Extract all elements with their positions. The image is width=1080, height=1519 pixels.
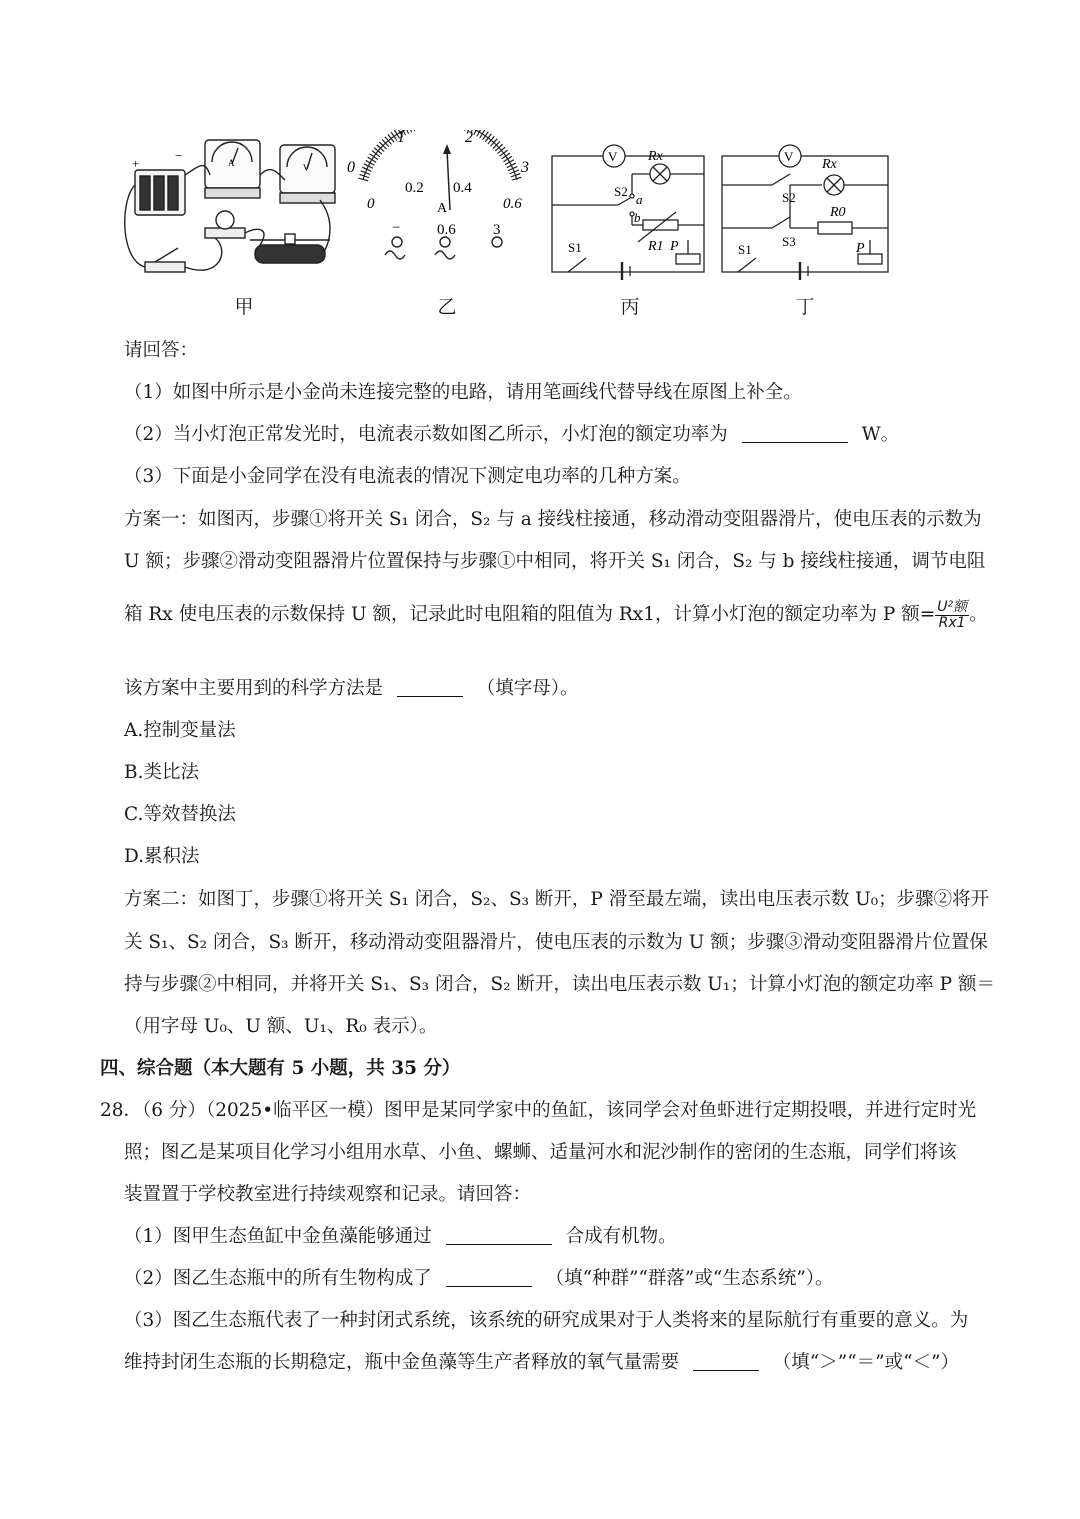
ding-label-v: V: [784, 149, 794, 164]
option-b: B.类比法: [124, 762, 199, 783]
bing-label-s2: S2: [614, 184, 628, 199]
option-d: D.累积法: [124, 846, 200, 867]
q27-plan2-line2: 关 S₁、S₂ 闭合，S₃ 断开，移动滑动变阻器滑片，使电压表的示数为 U 额；步骤③滑动变阻器滑片位置保: [124, 932, 988, 953]
ding-label-rx: Rx: [822, 157, 837, 172]
svg-text:−: −: [175, 148, 183, 163]
yi-terminal-3: 3: [493, 222, 501, 238]
ding-label-r0: R0: [830, 205, 846, 220]
yi-top-tick-2: 2: [465, 130, 473, 146]
bing-label-s1: S1: [568, 240, 582, 255]
q27-method-question: [124, 674, 1080, 700]
figure-ding-circuit: [718, 130, 896, 280]
q27-plan2-line1: 方案二：如图丁，步骤①将开关 S₁ 闭合，S₂、S₃ 断开，P 滑至最左端，读出电压表示数 U₀；步骤②将开: [124, 889, 990, 910]
q27-part2-blank[interactable]: [742, 424, 848, 444]
svg-text:V: V: [303, 163, 310, 173]
q28-part1-end: 合成有机物。: [565, 1226, 677, 1247]
q27-plan1-line2: U 额；步骤②滑动变阻器滑片位置保持与步骤①中相同，将开关 S₁ 闭合，S₂ 与 b 接线柱接通，调节电阻: [124, 551, 986, 572]
q27-plan1-line3-text: 箱 Rx 使电压表的示数保持 U 额，记录此时电阻箱的阻值为 Rx1，计算小灯泡的额定功率为 P 额=: [124, 604, 936, 626]
q28-part2-end: （填“种群”“群落”或“生态系统”）。: [545, 1268, 834, 1289]
q28-part1-blank[interactable]: [446, 1226, 552, 1246]
q28-part3-line1: （3）图乙生态瓶代表了一种封闭式系统，该系统的研究成果对于人类将来的星际航行有重要的意义。为: [124, 1310, 969, 1331]
q28-line3: 装置置于学校教室进行持续观察和记录。请回答：: [124, 1184, 532, 1205]
q28-part3-line2: [124, 1348, 1080, 1374]
q27-part1: （1）如图中所示是小金尚未连接完整的电路，请用笔画线代替导线在原图上补全。: [124, 382, 802, 403]
bing-label-v: V: [608, 149, 618, 164]
q27-plan2-line4: （用字母 U₀、U 额、U₁、R₀ 表示）。: [124, 1016, 438, 1037]
method-question-hint: （填字母）。: [476, 678, 579, 699]
bing-label-a: a: [636, 192, 643, 207]
rated-power-formula: [935, 600, 969, 630]
q28-part2: [124, 1264, 1080, 1290]
section-4-heading: 四、综合题（本大题有 5 小题，共 35 分）: [100, 1058, 461, 1079]
q27-plan2-line3: 持与步骤②中相同，并将开关 S₁、S₃ 闭合，S₂ 断开，读出电压表示数 U₁；计算小灯泡的额定功率 P 额＝: [124, 974, 996, 995]
yi-bottom-tick-2: 0.4: [453, 180, 472, 196]
q27-part2-unit: W。: [861, 424, 900, 445]
q27-plan1-line3: [124, 600, 1080, 630]
q28-line2: 照；图乙是某项目化学习小组用水草、小鱼、螺蛳、适量河水和泥沙制作的密闭的生态瓶，同学们将该: [124, 1142, 957, 1163]
bing-label-b: b: [634, 210, 641, 225]
caption-ding: 丁: [795, 296, 815, 318]
bing-label-rx: Rx: [648, 149, 663, 164]
yi-terminal-neg: −: [392, 220, 401, 236]
q28-part1-text: （1）图甲生态鱼缸中金鱼藻能够通过: [124, 1226, 432, 1247]
option-c: C.等效替换法: [124, 804, 236, 825]
ding-label-s3: S3: [782, 234, 796, 249]
ding-label-s2: S2: [782, 190, 796, 205]
option-a: A.控制变量法: [124, 720, 236, 741]
q28-part3-end: （填“＞”“＝”或“＜”）: [772, 1352, 960, 1373]
figure-bing-circuit: [548, 130, 713, 280]
method-question-blank[interactable]: [397, 678, 463, 698]
q27-prompt: 请回答：: [124, 340, 199, 361]
ding-label-p: P: [856, 241, 865, 256]
figure-yi-ammeter-scale: [345, 130, 535, 290]
q28-part3-blank[interactable]: [693, 1352, 759, 1372]
yi-bottom-tick-0: 0: [367, 196, 375, 212]
q28-part2-text: （2）图乙生态瓶中的所有生物构成了: [124, 1268, 432, 1289]
figure-row: [120, 130, 900, 320]
q27-part2-text: （2）当小灯泡正常发光时，电流表示数如图乙所示，小灯泡的额定功率为: [124, 424, 728, 445]
caption-jia: 甲: [234, 296, 254, 318]
yi-unit: A: [437, 201, 448, 216]
bing-label-r1: R1: [648, 239, 664, 254]
yi-terminal-06: 0.6: [437, 222, 456, 238]
q28-part1: [124, 1222, 1080, 1248]
svg-text:+: +: [132, 156, 140, 171]
yi-top-tick-0: 0: [347, 159, 355, 176]
q27-plan1-line1: 方案一：如图丙，步骤①将开关 S₁ 闭合，S₂ 与 a 接线柱接通，移动滑动变阻器滑片，使电压表的示数为: [124, 509, 982, 530]
method-question-text: 该方案中主要用到的科学方法是: [124, 678, 384, 699]
yi-bottom-tick-3: 0.6: [503, 196, 522, 212]
yi-top-tick-1: 1: [397, 130, 405, 146]
q27-part3: （3）下面是小金同学在没有电流表的情况下测定电功率的几种方案。: [124, 466, 691, 487]
caption-yi: 乙: [437, 296, 457, 318]
caption-bing: 丙: [620, 296, 640, 318]
yi-bottom-tick-1: 0.2: [405, 180, 424, 196]
formula-numerator: U²额: [937, 599, 968, 615]
q27-part2: [124, 420, 1080, 446]
q28-line1: 28．（6 分）（2025•临平区一模）图甲是某同学家中的鱼缸，该同学会对鱼虾进行定期投喂，并进行定时光: [100, 1100, 977, 1121]
q28-part3-text: 维持封闭生态瓶的长期稳定，瓶中金鱼藻等生产者释放的氧气量需要: [124, 1352, 680, 1373]
figure-jia-apparatus: [120, 130, 350, 290]
yi-top-tick-3: 3: [521, 159, 529, 176]
svg-text:A: A: [228, 158, 235, 168]
q27-plan1-line3-end: 。: [969, 604, 988, 626]
formula-denominator: Rx1: [938, 614, 966, 631]
ding-label-s1: S1: [738, 242, 752, 257]
q28-part2-blank[interactable]: [446, 1268, 532, 1288]
bing-label-p: P: [670, 239, 679, 254]
